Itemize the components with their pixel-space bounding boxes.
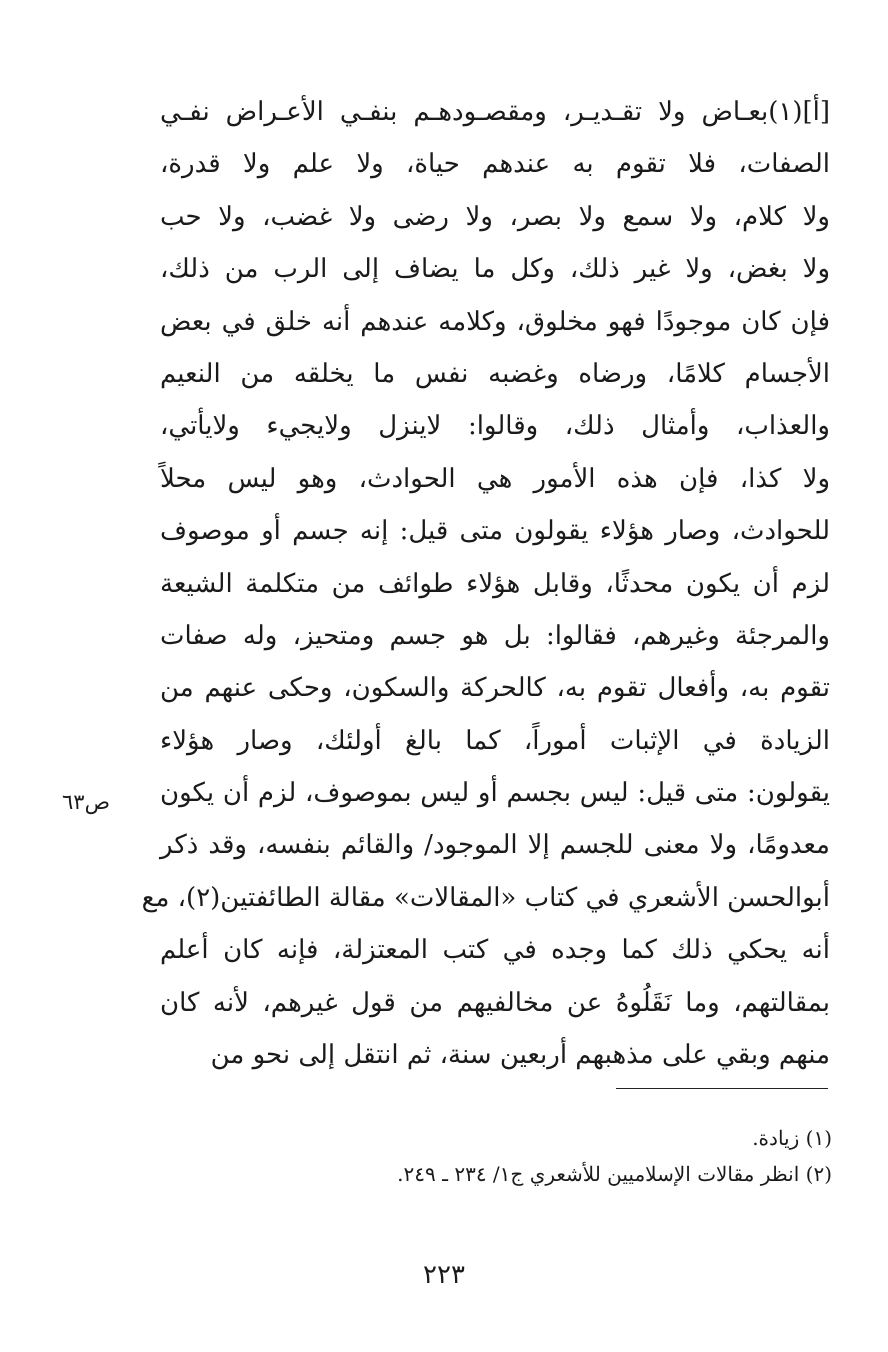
text-line: ولا كذا، فإن هذه الأمور هي الحوادث، وهو ليس محلاً (160, 463, 830, 494)
footnote-item: (١) زيادة. (752, 1126, 832, 1150)
text-line: أنه يحكي ذلك كما وجده في كتب المعتزلة، فإنه كان أعلم (160, 935, 830, 966)
text-line: يقولون: متى قيل: ليس بجسم أو ليس بموصوف، لزم أن يكون (160, 778, 830, 809)
text-line: لزم أن يكون محدثًا، وقابل هؤلاء طوائف من متكلمة الشيعة (160, 568, 830, 599)
footnotes (132, 1120, 832, 1192)
text-line: منهم وبقي على مذهبهم أربعين سنة، ثم انتقل إلى نحو من (210, 1040, 830, 1071)
text-line: والمرجئة وغيرهم، فقالوا: بل هو جسم ومتحيز، وله صفات (160, 620, 830, 651)
margin-page-reference: ص٦٣ (62, 790, 110, 814)
footnote-item: (٢) انظر مقالات الإسلاميين للأشعري ج١/ ٢٣٤ ـ ٢٤٩. (397, 1162, 832, 1186)
text-line: فإن كان موجودًا فهو مخلوق، وكلامه عندهم أنه خلق في بعض (160, 306, 830, 337)
text-line: الزيادة في الإثبات أموراً، كما بالغ أولئك، وصار هؤلاء (160, 725, 830, 756)
main-text-block (141, 86, 830, 1081)
text-line: معدومًا، ولا معنى للجسم إلا الموجود/ والقائم بنفسه، وقد ذكر (160, 830, 830, 861)
text-line: الصفات، فلا تقوم به عندهم حياة، ولا علم ولا قدرة، (160, 149, 830, 180)
text-line: والعذاب، وأمثال ذلك، وقالوا: لاينزل ولايجيء ولايأتي، (160, 411, 830, 442)
text-line: بمقالتهم، وما نَقَلُوهُ عن مخالفيهم من قول غيرهم، لأنه كان (160, 987, 830, 1018)
text-line: تقوم به، وأفعال تقوم به، كالحركة والسكون، وحكى عنهم من (160, 673, 830, 704)
text-line: ولا بغض، ولا غير ذلك، وكل ما يضاف إلى الرب من ذلك، (160, 254, 830, 285)
page-number: ٢٢٣ (423, 1260, 465, 1290)
text-line: ولا كلام، ولا سمع ولا بصر، ولا رضى ولا غضب، ولا حب (160, 201, 830, 232)
footnote-separator (616, 1088, 828, 1089)
text-line: أبوالحسن الأشعري في كتاب «المقالات» مقالة الطائفتين(٢)، مع (141, 882, 830, 913)
text-line: [أ](١)بعـاض ولا تقـديـر، ومقصـودهـم بنفـي الأعـراض نفـي (160, 97, 830, 127)
text-line: الأجسام كلامًا، ورضاه وغضبه نفس ما يخلقه من النعيم (160, 358, 830, 389)
text-line: للحوادث، وصار هؤلاء يقولون متى قيل: إنه جسم أو موصوف (160, 516, 830, 547)
